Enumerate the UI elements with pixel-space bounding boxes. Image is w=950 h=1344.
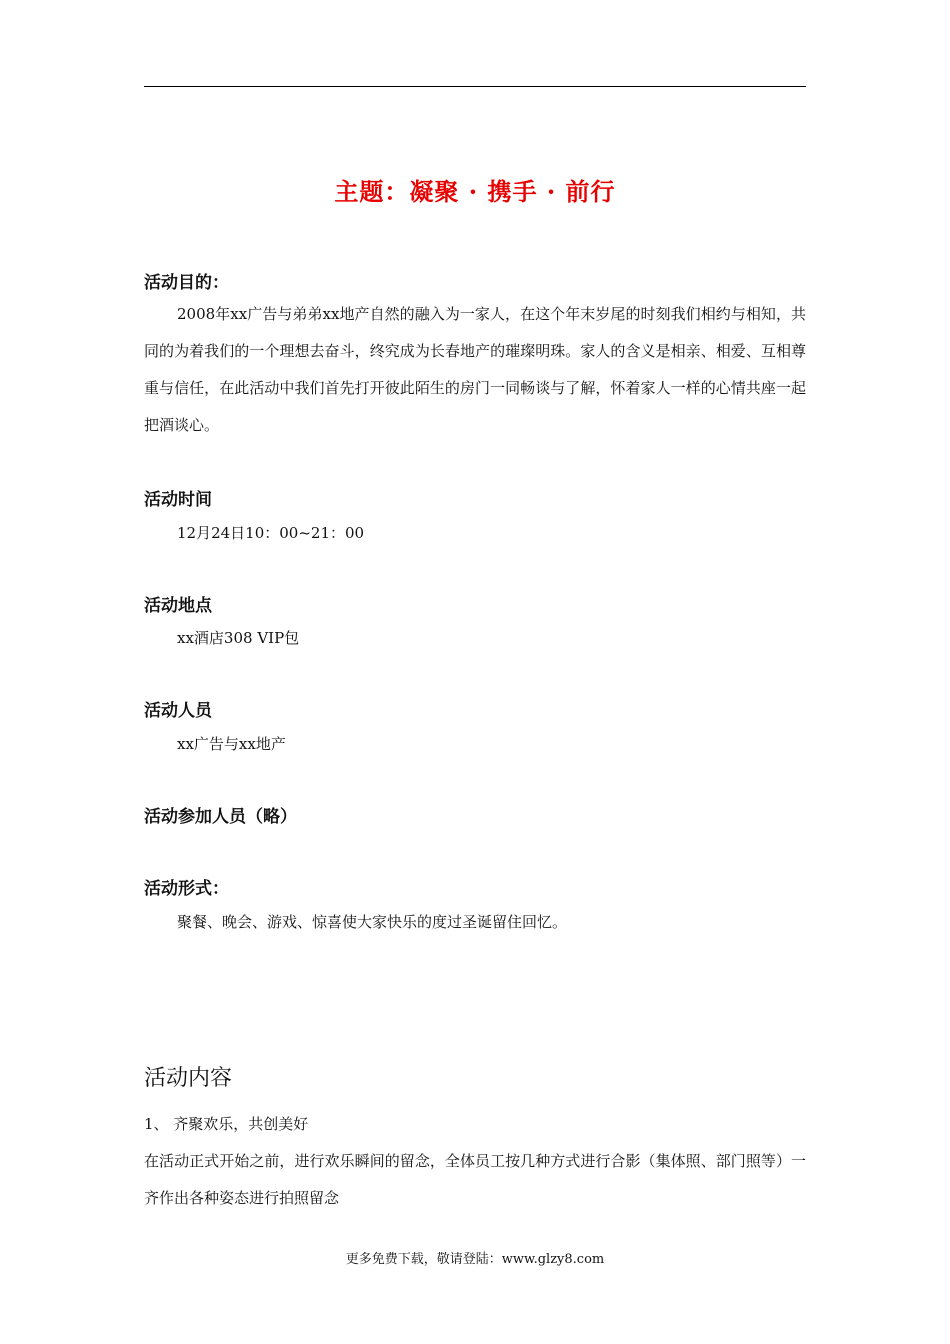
purpose-paragraph: 2008年xx广告与弟弟xx地产自然的融入为一家人，在这个年末岁尾的时刻我们相约与相知，共同的为着我们的一个理想去奋斗，终究成为长春地产的璀璨明珠。家人的含义是相亲、相爱、互相尊重与信任，在此活动中我们首先打开彼此陌生的房门一同畅谈与了解，怀着家人一样的心情共座一起把酒谈心。 xyxy=(144,305,806,434)
document-title: 主题：凝聚 · 携手 · 前行 xyxy=(334,177,616,206)
place-value: xx酒店308 VIP包 xyxy=(177,629,300,647)
purpose-heading: 活动目的： xyxy=(144,273,229,293)
form-heading: 活动形式： xyxy=(144,879,229,899)
content-heading: 活动内容 xyxy=(144,1066,233,1091)
people-heading: 活动人员 xyxy=(144,701,212,721)
content-item-title: 1、 齐聚欢乐，共创美好 xyxy=(144,1115,309,1133)
time-heading: 活动时间 xyxy=(144,490,212,510)
time-value: 12月24日10：00~21：00 xyxy=(177,524,365,542)
place-heading: 活动地点 xyxy=(144,596,212,616)
form-value: 聚餐、晚会、游戏、惊喜使大家快乐的度过圣诞留住回忆。 xyxy=(177,913,568,931)
footer-text: 更多免费下载，敬请登陆：www.glzy8.com xyxy=(345,1252,605,1267)
header-rule xyxy=(144,86,806,87)
content-item-body: 在活动正式开始之前，进行欢乐瞬间的留念，全体员工按几种方式进行合影（集体照、部门照等）一齐作出各种姿态进行拍照留念 xyxy=(144,1152,806,1207)
participants-heading: 活动参加人员（略） xyxy=(144,807,297,827)
people-value: xx广告与xx地产 xyxy=(177,735,286,753)
